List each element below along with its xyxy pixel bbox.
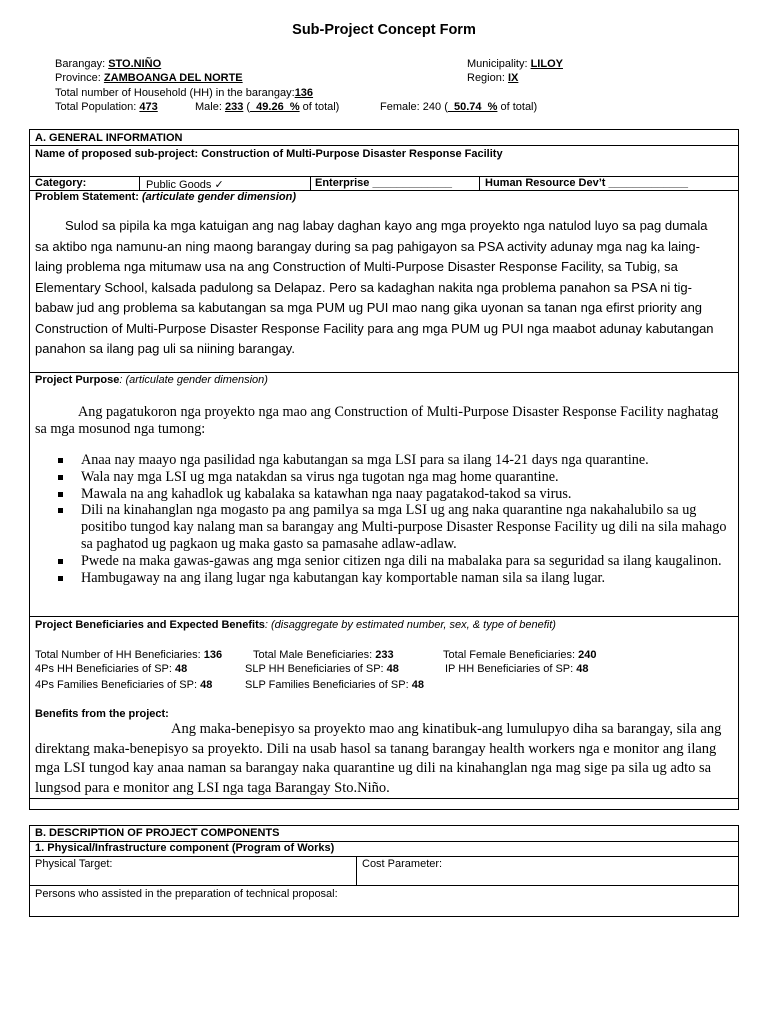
male-label: Male:: [195, 101, 225, 113]
population-value: 473: [139, 101, 158, 113]
problem-statement-label-line: [35, 191, 296, 203]
male-line: [195, 101, 339, 113]
province-value: ZAMBOANGA DEL NORTE: [103, 72, 243, 84]
female-line: [380, 101, 537, 113]
fourps-hh-value: 48: [175, 663, 188, 675]
household-label: Total number of Household (HH) in the barangay:: [55, 87, 295, 99]
divider: [29, 372, 739, 373]
purpose-label-line: [35, 374, 268, 386]
province-label: Province:: [55, 72, 104, 84]
municipality-line: [467, 58, 563, 70]
problem-statement-label: Problem Statement:: [35, 191, 142, 203]
problem-statement-text: Sulod sa pipila ka mga katuigan ang nag labay daghan kayo ang mga proyekto nga natulod luyo sa pag dumala sa aktibo nga namunu-an ning maong barangay during sa pag pahigayon sa PSA activity adunay mga nag ka laing-laing problema nga mitumaw usa na ang Construction of Multi-Purpose Disaster Response Facility, sa Tubig, sa Elementary School, kalsada padulong sa Delapaz. Pero sa kadaghan nakita nga problema panahon sa PSA ni tig-babaw jud ang problema sa kabutangan sa mga PUM ug PUI mao nang gika uyonan sa tanan nga efirst priority ang Construction of Multi-Purpose Disaster Response Facility para ang mga PUM ug PUI nga maabot adunay kabutangan panahon sa ilang pag uli sa niining barangay.: [35, 218, 714, 356]
purpose-list: [55, 452, 735, 586]
municipality-label: Municipality:: [467, 58, 531, 70]
fourps-family-label: 4Ps Families Beneficiaries of SP:: [35, 679, 201, 691]
male-value: 233: [224, 101, 244, 113]
household-line: [55, 87, 313, 99]
region-value: IX: [507, 72, 519, 84]
female-pct-close: of total): [497, 101, 538, 113]
purpose-hint: : (articulate gender dimension): [119, 374, 268, 386]
slp-hh-label: SLP HH Beneficiaries of SP:: [245, 663, 387, 675]
section-a-heading: A. GENERAL INFORMATION: [35, 132, 183, 144]
divider: [479, 176, 480, 190]
benefits-label: Benefits from the project:: [35, 708, 169, 720]
divider: [29, 616, 739, 617]
region-line: [467, 72, 518, 84]
total-male-label: Total Male Beneficiaries:: [253, 649, 376, 661]
divider: [29, 145, 739, 146]
slp-family-beneficiaries: [245, 679, 424, 691]
purpose-intro: Ang pagatukoron nga proyekto nga mao ang Construction of Multi-Purpose Disaster Response Facility naghatag sa mga mosunod nga tumong:: [35, 404, 719, 437]
purpose-label: Project Purpose: [35, 374, 120, 386]
municipality-value: LILOY: [530, 58, 563, 70]
beneficiaries-hint: : (disaggregate by estimated number, sex, & type of benefit): [264, 619, 556, 631]
male-pct-open: (: [243, 101, 251, 113]
fourps-hh-beneficiaries: [35, 663, 187, 675]
list-item: Anaa nay maayo nga pasilidad nga kabutangan sa mga LSI para sa ilang 14-21 days nga quarantine.: [55, 452, 735, 469]
total-female-label: Total Female Beneficiaries:: [443, 649, 579, 661]
fourps-family-value: 48: [200, 679, 213, 691]
total-hh-label: Total Number of HH Beneficiaries:: [35, 649, 204, 661]
divider: [29, 856, 739, 857]
total-hh-value: 136: [203, 649, 223, 661]
province-line: [55, 72, 243, 84]
category-public-goods: Public Goods ✓: [146, 179, 224, 191]
physical-target-label: Physical Target:: [35, 858, 113, 870]
divider: [139, 176, 140, 190]
ip-hh-label: IP HH Beneficiaries of SP:: [445, 663, 577, 675]
total-female-value: 240: [578, 649, 597, 661]
barangay-label: Barangay:: [55, 58, 109, 70]
female-label: Female: 240 (: [380, 101, 448, 113]
page-title: Sub-Project Concept Form: [292, 22, 476, 38]
proposed-subproject-name: Name of proposed sub-project: Construction of Multi-Purpose Disaster Response Facility: [35, 148, 503, 160]
persons-assisted-label: Persons who assisted in the preparation of technical proposal:: [35, 888, 338, 900]
cost-parameter-label: Cost Parameter:: [362, 858, 443, 870]
list-item: Wala nay mga LSI ug mga natakdan sa virus nga tugotan nga mag home quarantine.: [55, 469, 735, 486]
slp-hh-beneficiaries: [245, 663, 399, 675]
divider: [356, 856, 357, 885]
list-item: Dili na kinahanglan nga mogasto pa ang pamilya sa mga LSI ug ang naka quarantine nga nakahalubilo sa ug positibo tungod kay nalang man sa barangay ang Multi-purpose Disaster Response Facility ug dili na sila mahago sa paghatod ug pagkaon ug maka gasto sa pamasahe adlaw-adlaw.: [55, 502, 735, 552]
total-male-beneficiaries: [253, 649, 394, 661]
total-male-value: 233: [375, 649, 394, 661]
list-item: Mawala na ang kahadlok ug kabalaka sa katawhan nga naay pagatakod-takod sa virus.: [55, 486, 735, 503]
physical-component-heading: 1. Physical/Infrastructure component (Program of Works): [35, 842, 335, 854]
population-line: [55, 101, 158, 113]
benefits-text: Ang maka-benepisyo sa proyekto mao ang kinatibuk-ang lumulupyo diha sa barangay, sila ang direktang maka-benepisyo sa proyekto. Dili na usab hasol sa tanang barangay health workers nga e monitor ang ilang mga LSI tungod kay anaa naman sa barangay naka quarantine ug dili na kinahanglan nga mag sige pa sila ug adto sa lungsod para e monitor ang LSI nga taga Barangay Sto.Niño.: [35, 721, 722, 796]
region-label: Region:: [467, 72, 508, 84]
ip-hh-beneficiaries: [445, 663, 589, 675]
population-label: Total Population:: [55, 101, 140, 113]
total-hh-beneficiaries: [35, 649, 222, 661]
slp-family-value: 48: [411, 679, 424, 691]
male-percent: _49.26_%: [250, 101, 300, 113]
category-enterprise: Enterprise _____________: [315, 177, 452, 189]
beneficiaries-label: Project Beneficiaries and Expected Benefits: [35, 619, 265, 631]
list-item: Hambugaway na ang ilang lugar nga kabutangan kay komportable naman sila sa ilang lugar.: [55, 570, 735, 587]
divider: [29, 798, 739, 799]
fourps-hh-label: 4Ps HH Beneficiaries of SP:: [35, 663, 176, 675]
slp-family-label: SLP Families Beneficiaries of SP:: [245, 679, 412, 691]
problem-statement-hint: (articulate gender dimension): [141, 191, 296, 203]
section-b-heading: B. DESCRIPTION OF PROJECT COMPONENTS: [35, 827, 280, 839]
female-percent: _50.74_%: [447, 101, 498, 113]
male-pct-close: of total): [299, 101, 340, 113]
beneficiaries-label-line: [35, 619, 556, 631]
divider: [310, 176, 311, 190]
fourps-family-beneficiaries: [35, 679, 212, 691]
category-label: Category:: [35, 177, 87, 189]
list-item: Pwede na maka gawas-gawas ang mga senior citizen nga dili na mabalaka para sa seguridad sa ilang kaugalinon.: [55, 553, 735, 570]
barangay-value: STO.NIÑO: [108, 58, 162, 70]
slp-hh-value: 48: [386, 663, 399, 675]
ip-hh-value: 48: [576, 663, 589, 675]
divider: [29, 885, 739, 886]
barangay-line: [55, 58, 161, 70]
total-female-beneficiaries: [443, 649, 596, 661]
household-value: 136: [294, 87, 314, 99]
category-hrd: Human Resource Dev’t _____________: [485, 177, 689, 189]
